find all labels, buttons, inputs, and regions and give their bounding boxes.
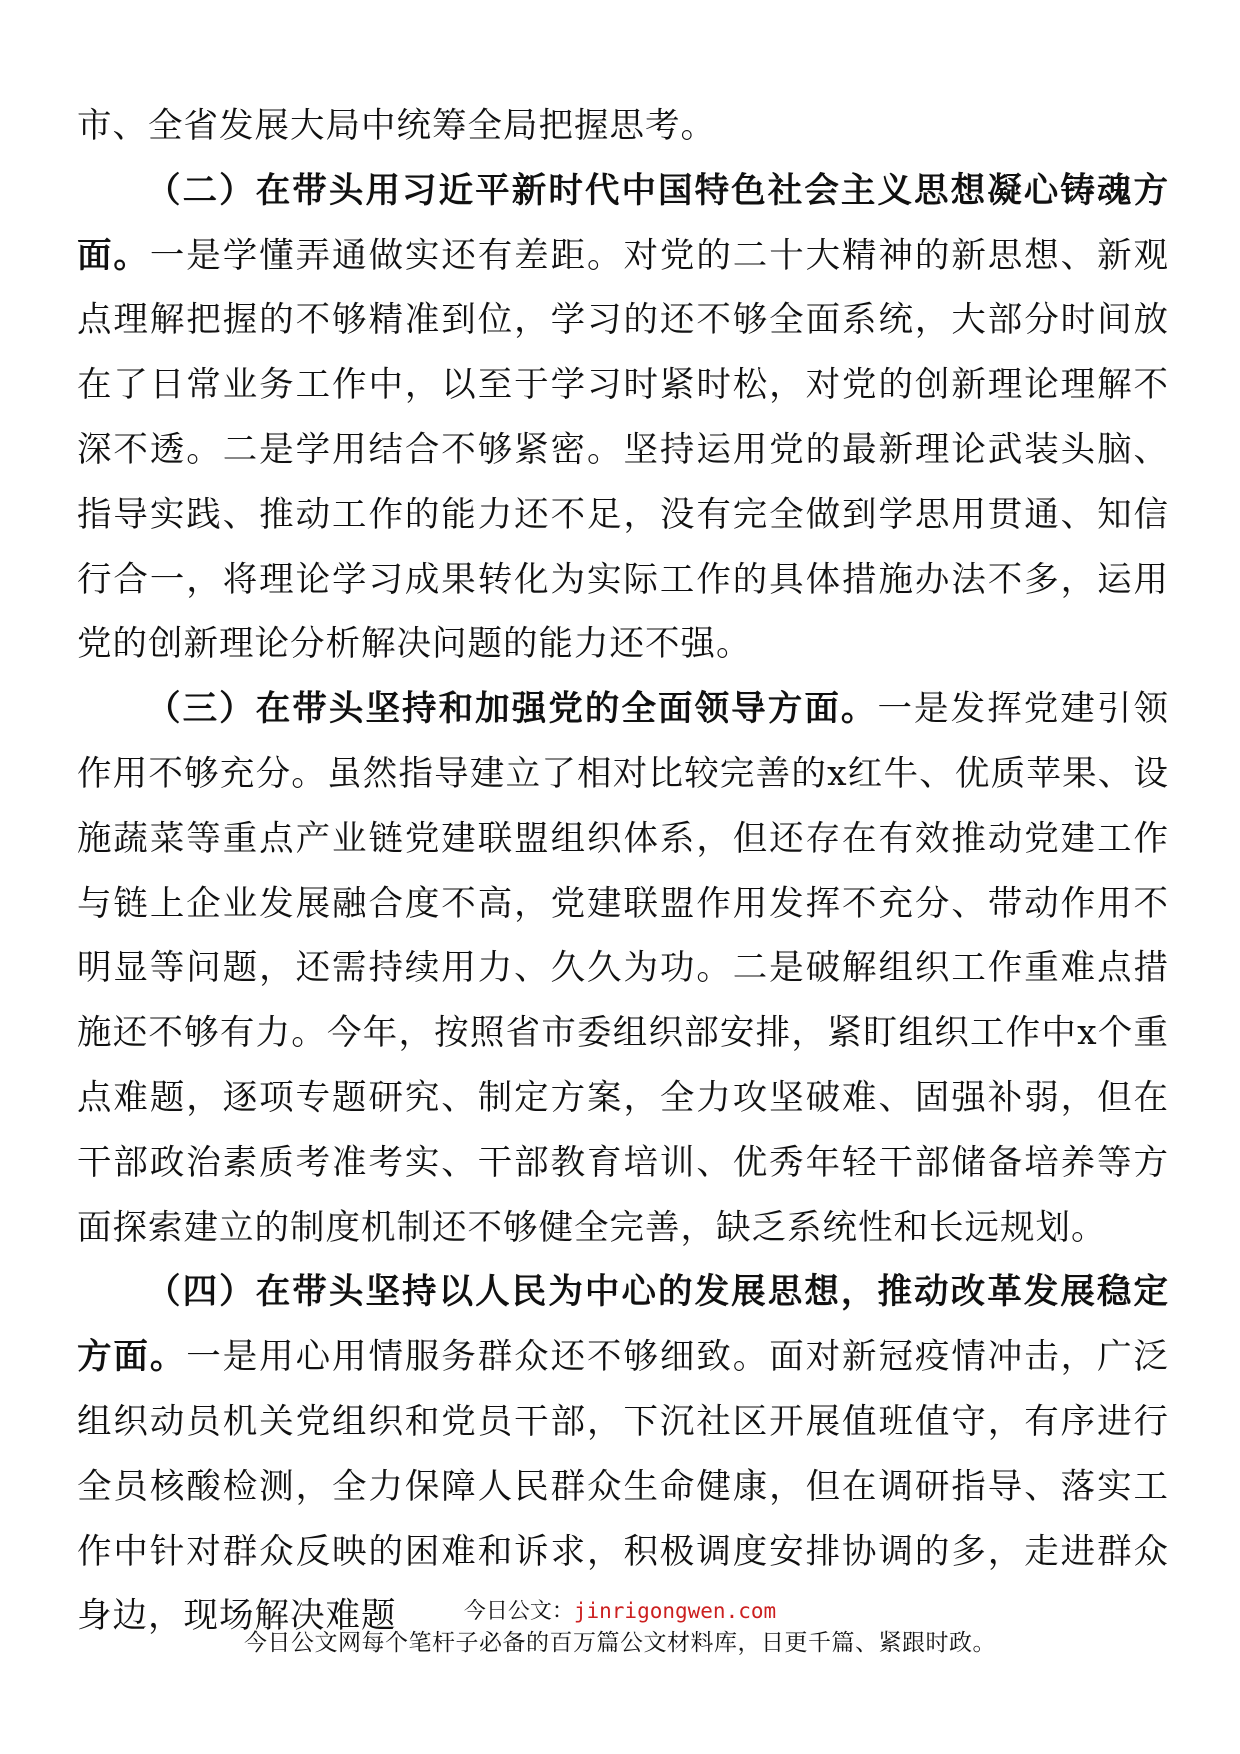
paragraph-section-4 [77, 1260, 1169, 1649]
paragraph-text: 市、全省发展大局中统筹全局把握思考。 [77, 106, 716, 146]
section-heading: （二）在带头用习近平新时代中国特色社会主义思想凝心铸魂方面。 [77, 170, 1169, 276]
footer-slogan: 今日公文网每个笔杆子必备的百万篇公文材料库，日更千篇、紧跟时政。 [244, 1630, 996, 1656]
footer-site [0, 1596, 1240, 1627]
paragraph-section-2 [77, 159, 1169, 677]
footer-site-label: 今日公文： [463, 1599, 574, 1624]
paragraph-text: 一是学懂弄通做实还有差距。对党的二十大精神的新思想、新观点理解把握的不够精准到位，学习的还不够全面系统，大部分时间放在了日常业务工作中，以至于学习时紧时松，对党的创新理论理解不深不透。二是学用结合不够紧密。坚持运用党的最新理论武装头脑、指导实践、推动工作的能力还不足，没有完全做到学思用贯通、知信行合一，将理论学习成果转化为实际工作的具体措施办法不多，运用党的创新理论分析解决问题的能力还不强。 [77, 235, 1170, 665]
document-body [77, 94, 1169, 1649]
paragraph-text: 一是发挥党建引领作用不够充分。虽然指导建立了相对比较完善的x红牛、优质苹果、设施蔬菜等重点产业链党建联盟组织体系，但还存在有效推动党建工作与链上企业发展融合度不高，党建联盟作用发挥不充分、带动作用不明显等问题，还需持续用力、久久为功。二是破解组织工作重难点措施还不够有力。今年，按照省市委组织部安排，紧盯组织工作中x个重点难题，逐项专题研究、制定方案，全力攻坚破难、固强补弱，但在干部政治素质考准考实、干部教育培训、优秀年轻干部储备培养等方面探索建立的制度机制还不够健全完善，缺乏系统性和长远规划。 [77, 689, 1170, 1248]
paragraph-section-3 [77, 677, 1169, 1260]
section-heading: （三）在带头坚持和加强党的全面领导方面。 [146, 689, 878, 730]
section-heading: （四）在带头坚持以人民为中心的发展思想，推动改革发展稳定方面。 [77, 1272, 1169, 1378]
footer-site-url[interactable]: jinrigongwen.com [573, 1599, 777, 1623]
paragraph-continuation [77, 94, 1169, 159]
paragraph-text: 一是用心用情服务群众还不够细致。面对新冠疫情冲击，广泛组织动员机关党组织和党员干部，下沉社区开展值班值守，有序进行全员核酸检测，全力保障人民群众生命健康，但在调研指导、落实工作中针对群众反映的困难和诉求，积极调度安排协调的多，走进群众身边，现场解决难题 [77, 1337, 1170, 1637]
